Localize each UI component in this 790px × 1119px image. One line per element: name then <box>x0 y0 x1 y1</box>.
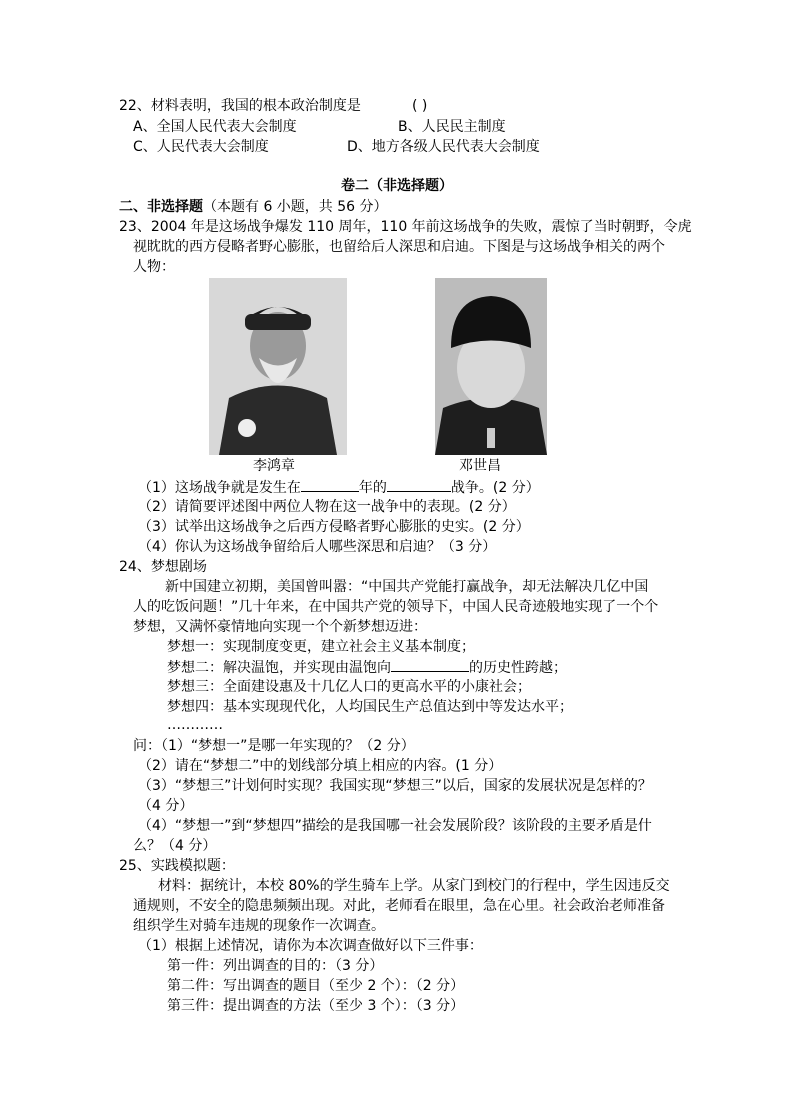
q24-para-2: 人的吃饭问题！”几十年来，在中国共产党的领导下，中国人民奇迹般地实现了一个个 <box>133 599 659 615</box>
q24-question-1: 问：（1）“梦想一”是哪一年实现的？（2 分） <box>133 738 415 754</box>
q24-title: 24、梦想剧场 <box>119 559 207 575</box>
q23-line-1: 23、2004 年是这场战争爆发 110 周年，110 年前这场战争的失败，震惊了当时朝野，令虎 <box>119 219 692 235</box>
section-heading-note: （本题有 6 小题，共 56 分） <box>203 199 388 215</box>
q25-sub1: （1）根据上述情况，请你为本次调查做好以下三件事： <box>138 938 483 954</box>
q23-line-3: 人物： <box>133 259 175 275</box>
blank-year[interactable] <box>301 477 359 492</box>
q24-question-4-cont: 么？（4 分） <box>133 838 217 854</box>
q24-para-1: 新中国建立初期，美国曾叫嚣：“中国共产党能打赢战争，却无法解决几亿中国 <box>165 579 649 595</box>
dream-2-b: 的历史性跨越； <box>469 660 567 676</box>
q22-option-b: B、人民民主制度 <box>398 119 506 135</box>
dream-4: 梦想四：基本实现现代化，人均国民生产总值达到中等发达水平； <box>167 699 573 715</box>
q23-sub4: （4）你认为这场战争留给后人哪些深思和启迪？（3 分） <box>138 539 497 555</box>
portrait-li-hongzhang <box>209 278 347 455</box>
figure-caption-li: 李鸿章 <box>253 458 295 474</box>
q25-para-1: 材料：据统计，本校 80%的学生骑车上学。从家门到校门的行程中，学生因违反交 <box>158 878 670 894</box>
q22-answer-paren: ( ) <box>412 98 428 114</box>
q23-sub2: （2）请简要评述图中两位人物在这一战争中的表现。(2 分） <box>138 499 516 515</box>
blank-dream-2[interactable] <box>391 657 469 672</box>
q22-option-c: C、人民代表大会制度 <box>133 139 269 155</box>
q24-question-4: （4）“梦想一”到“梦想四”描绘的是我国哪一社会发展阶段？该阶段的主要矛盾是什 <box>138 818 652 834</box>
q23-sub1-a: （1）这场战争就是发生在 <box>138 480 301 496</box>
q23-line-2: 视眈眈的西方侵略者野心膨胀，也留给后人深思和启迪。下图是与这场战争相关的两个 <box>133 239 665 255</box>
blank-war-name[interactable] <box>387 477 451 492</box>
q25-task-2: 第二件：写出调查的题目（至少 2 个）：（2 分） <box>167 978 465 994</box>
q23-sub1-b: 年的 <box>358 480 387 496</box>
dream-2 <box>167 657 567 677</box>
q24-para-3: 梦想，又满怀豪情地向实现一个个新梦想迈进： <box>133 619 427 635</box>
q23-sub1 <box>138 477 540 497</box>
part2-title: 卷二（非选择题） <box>341 178 453 194</box>
figure-caption-deng: 邓世昌 <box>459 458 501 474</box>
ellipsis: ………… <box>167 717 223 733</box>
q24-question-3-score: （4 分） <box>138 798 194 814</box>
q22-stem <box>119 96 361 116</box>
q22-option-d: D、地方各级人民代表大会制度 <box>347 139 540 155</box>
dream-1: 梦想一：实现制度变更，建立社会主义基本制度； <box>167 639 475 655</box>
portrait-deng-shichang <box>435 278 547 455</box>
q22-stem-text: 22、材料表明，我国的根本政治制度是 <box>119 98 361 114</box>
section-heading <box>119 197 388 217</box>
dream-3: 梦想三：全面建设惠及十几亿人口的更高水平的小康社会； <box>167 679 531 695</box>
q25-para-3: 组织学生对骑车违规的现象作一次调查。 <box>133 918 385 934</box>
q22-option-a: A、全国人民代表大会制度 <box>133 119 297 135</box>
section-heading-bold: 二、非选择题 <box>119 199 203 215</box>
q25-title: 25、实践模拟题： <box>119 858 235 874</box>
q25-task-3: 第三件：提出调查的方法（至少 3 个）：（3 分） <box>167 998 465 1014</box>
q25-para-2: 通规则，不安全的隐患频频出现。对此，老师看在眼里，急在心里。社会政治老师准备 <box>133 898 665 914</box>
q24-question-2: （2）请在“梦想二”中的划线部分填上相应的内容。(1 分） <box>138 758 503 774</box>
q23-sub3: （3）试举出这场战争之后西方侵略者野心膨胀的史实。(2 分） <box>138 519 530 535</box>
dream-2-a: 梦想二：解决温饱，并实现由温饱向 <box>167 660 391 676</box>
q25-task-1: 第一件：列出调查的目的：（3 分） <box>167 958 384 974</box>
q23-sub1-c: 战争。(2 分） <box>450 480 540 496</box>
q24-question-3: （3）“梦想三”计划何时实现？我国实现“梦想三”以后，国家的发展状况是怎样的？ <box>138 778 652 794</box>
